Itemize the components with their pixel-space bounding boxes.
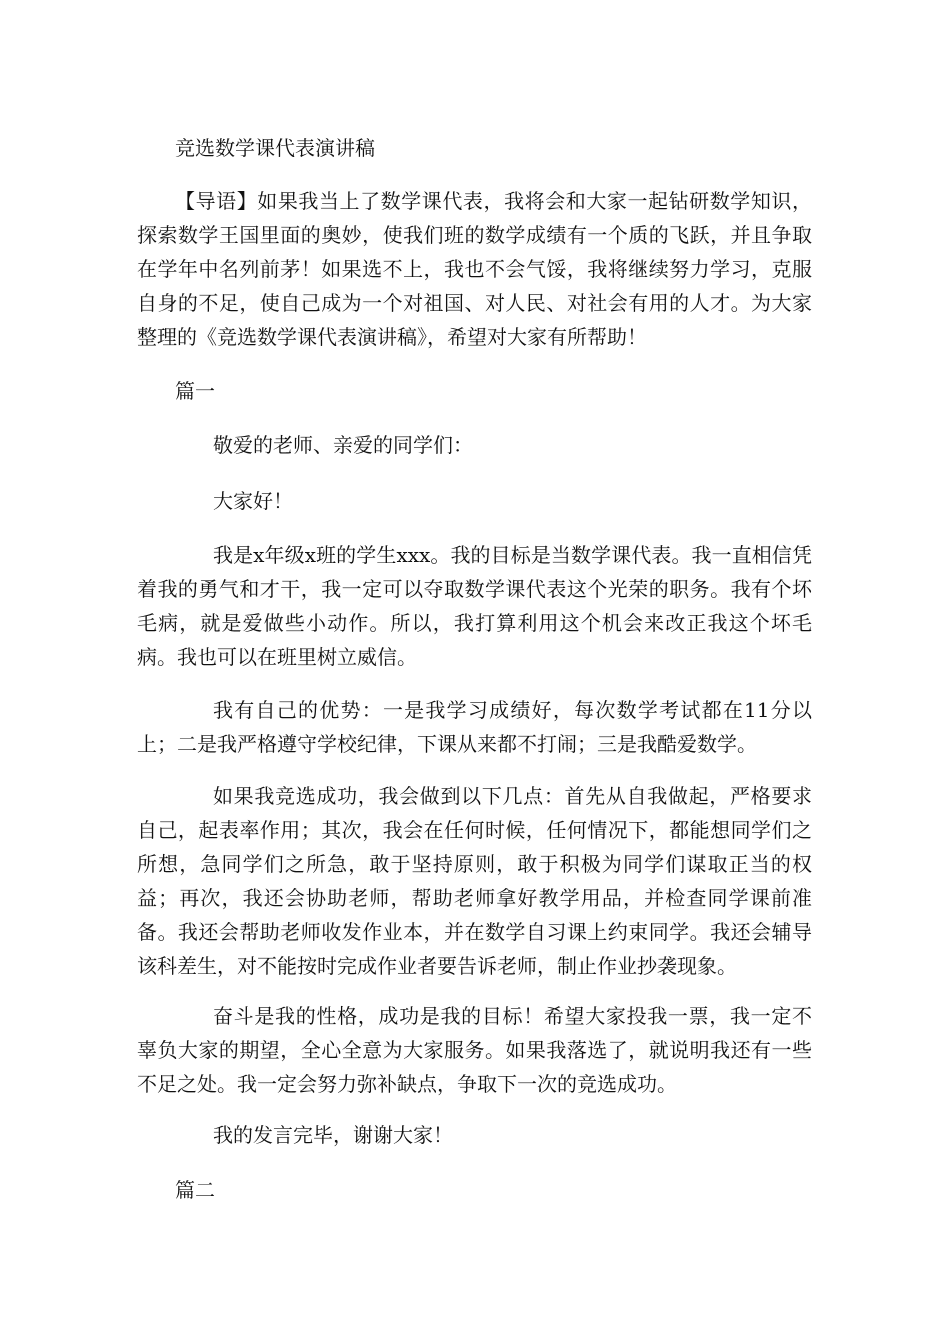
intro-paragraph: 【导语】如果我当上了数学课代表，我将会和大家一起钻研数学知识，探索数学王国里面的奥妙，使我们班的数学成绩有一个质的飞跃，并且争取在学年中名列前茅！如果选不上，我也不会气馁，我将继续努力学习，克服自身的不足，使自己成为一个对祖国、对人民、对社会有用的人才。为大家整理的《竞选数学课代表演讲稿》，希望对大家有所帮助！ <box>137 189 812 349</box>
body-paragraph: 如果我竞选成功，我会做到以下几点：首先从自我做起，严格要求自己，起表率作用；其次，我会在任何时候，任何情况下，都能想同学们之所想，急同学们之所急，敢于坚持原则，敢于积极为同学们谋取正当的权益；再次，我还会协助老师，帮助老师拿好教学用品，并检查同学课前准备。我还会帮助老师收发作业本，并在数学自习课上约束同学。我还会辅导该科差生，对不能按时完成作业者要告诉老师，制止作业抄袭现象。 <box>137 784 812 978</box>
section-heading-2: 篇二 <box>175 1178 215 1202</box>
body-paragraph: 我是x年级x班的学生xxx。我的目标是当数学课代表。我一直相信凭着我的勇气和才干，我一定可以夺取数学课代表这个光荣的职务。我有个坏毛病，就是爱做些小动作。所以，我打算利用这个机会来改正我这个坏毛病。我也可以在班里树立威信。 <box>137 543 812 669</box>
hello-line: 大家好！ <box>213 489 293 513</box>
closing-line: 我的发言完毕，谢谢大家！ <box>213 1123 453 1147</box>
document-title: 竞选数学课代表演讲稿 <box>175 136 375 160</box>
section-heading-1: 篇一 <box>175 379 215 403</box>
body-paragraph: 奋斗是我的性格，成功是我的目标！希望大家投我一票，我一定不辜负大家的期望，全心全意为大家服务。如果我落选了，就说明我还有一些不足之处。我一定会努力弥补缺点，争取下一次的竞选成功。 <box>137 1004 812 1096</box>
body-paragraph: 我有自己的优势：一是我学习成绩好，每次数学考试都在11分以上；二是我严格遵守学校纪律，下课从来都不打闹；三是我酷爱数学。 <box>137 698 812 756</box>
greeting: 敬爱的老师、亲爱的同学们： <box>213 433 473 457</box>
